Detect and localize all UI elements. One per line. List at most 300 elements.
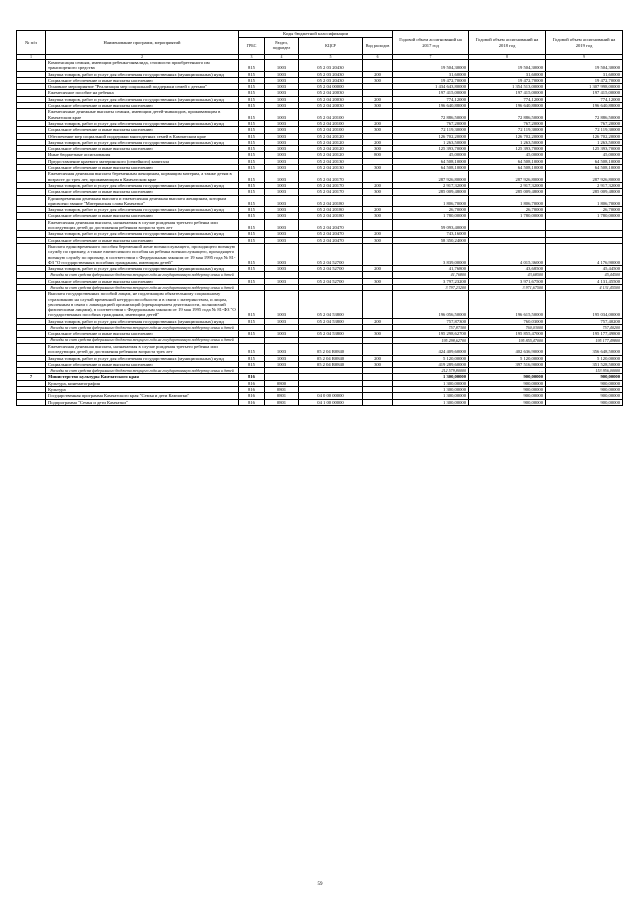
table-row — [17, 165, 623, 171]
table-row — [17, 393, 623, 399]
row-ksr: 05 2 04 20180 — [299, 213, 363, 219]
row-number — [17, 109, 46, 121]
row-vid-raskhodov: 200 — [363, 266, 393, 272]
row-amount-2019: 900,00000 — [546, 380, 623, 386]
row-amount-2018: 195 855,47000 — [469, 337, 546, 343]
row-amount-2017: 1 434 643,80000 — [393, 84, 469, 90]
table-row — [17, 152, 623, 158]
row-name: Государственная программа Камчатского края "Семья и дети Камчатки" — [46, 393, 239, 399]
row-grbs: 815 — [239, 84, 265, 90]
row-amount-2018: 1 354 513,00000 — [469, 84, 546, 90]
row-vid-raskhodov: 200 — [363, 355, 393, 361]
row-amount-2019: 767,20000 — [546, 120, 623, 126]
row-amount-2019: 31,60000 — [546, 71, 623, 77]
table-row — [17, 146, 623, 152]
row-amount-2017: 3 839,00000 — [393, 243, 469, 265]
row-amount-2018: 72 119,30000 — [469, 127, 546, 133]
row-amount-2017: 287 926,80000 — [393, 171, 469, 183]
row-number — [17, 219, 46, 231]
header-vid-raskhodov: Вид расходов — [363, 38, 393, 55]
row-amount-2017: 72 119,30000 — [393, 127, 469, 133]
row-vid-raskhodov: 300 — [363, 165, 393, 171]
row-amount-2018: 64 508,10000 — [469, 158, 546, 164]
table-row — [17, 84, 623, 90]
row-ksr: 05 2 04 20100 — [299, 109, 363, 121]
header-year-2019: Годовой объем ассигнований на 2019 год — [546, 31, 623, 55]
row-grbs: 815 — [239, 182, 265, 188]
row-amount-2018: 197 415,00000 — [469, 90, 546, 96]
row-razdel: 1003 — [265, 361, 299, 367]
row-amount-2017: 1 780,00000 — [393, 213, 469, 219]
row-ksr: 05 2 04 53800 — [299, 291, 363, 318]
row-name: Закупка товаров, работ и услуг для обеспечения государственных (муниципальных) нужд — [46, 120, 239, 126]
header-year-2018: Годовой объем ассигнований на 2018 год — [469, 31, 546, 55]
table-row — [17, 189, 623, 195]
header-year-2017: Годовой объем ассигнований на 2017 год — [393, 31, 469, 55]
row-amount-2018: 760,03000 — [469, 318, 546, 324]
row-grbs: 815 — [239, 361, 265, 367]
row-amount-2017: 31,60000 — [393, 71, 469, 77]
row-amount-2018: 397 516,90000 — [469, 361, 546, 367]
row-amount-2017: 1 300,00000 — [393, 399, 469, 405]
row-name: Закупка товаров, работ и услуг для обеспечения государственных (муниципальных) нужд — [46, 182, 239, 188]
table-row — [17, 109, 623, 121]
row-grbs: 815 — [239, 195, 265, 207]
row-amount-2018: 3 971,67500 — [469, 278, 546, 284]
row-name: Культура — [46, 387, 239, 393]
table-row — [17, 355, 623, 361]
row-name: Ежемесячная денежная выплата беременным женщинам, кормящим матерям, а также детям в возрасте до трех лет, проживающим в Камчатском крае — [46, 171, 239, 183]
page-number: 59 — [317, 882, 323, 887]
row-ksr: 04 1 00 00000 — [299, 399, 363, 405]
row-vid-raskhodov: 300 — [363, 146, 393, 152]
row-ksr: 05 2 04 52700 — [299, 278, 363, 284]
row-amount-2019: 26,70000 — [546, 207, 623, 213]
table-row — [17, 90, 623, 96]
row-amount-2017: 1 806,70000 — [393, 195, 469, 207]
row-name: Выплата единовременного пособия беременной жене военнослужащего, проходящего военную службу по призыву, а также ежемесячного пособия на ребенка военнослужащего, проходящего военную службу по призыву, в соответствии с Федеральным законом от 19 мая 1995 года № 81-ФЗ "О государственных пособиях гражданам, имеющим детей" — [46, 243, 239, 265]
row-razdel: 1003 — [265, 231, 299, 237]
row-grbs: 815 — [239, 355, 265, 361]
row-name: Обеспечение мер социальной поддержки многодетных семей в Камчатском крае — [46, 133, 239, 139]
row-ksr: 05 2 03 20430 — [299, 60, 363, 72]
row-vid-raskhodov: 300 — [363, 127, 393, 133]
row-amount-2019: 45,44500 — [546, 266, 623, 272]
row-amount-2017: 424 409,60000 — [393, 343, 469, 355]
row-amount-2017: 196 640,88000 — [393, 103, 469, 109]
row-name: Социальное обеспечение и иные выплаты населению — [46, 127, 239, 133]
row-name: Компенсация семьям, имеющим ребенка-инвалида, стоимости приобретенного им транспортного средства — [46, 60, 239, 72]
row-ksr: 05 2 04 R0840 — [299, 355, 363, 361]
row-name: Ежемесячная денежная выплата, назначаемая в случае рождения третьего ребенка или последующих детей до достижения ребенком возраста трех лет — [46, 343, 239, 355]
row-name: Расходы за счет средств федерального бюджета текущего года на государственную поддержку семьи и детей — [46, 325, 239, 331]
row-razdel: 1003 — [265, 139, 299, 145]
row-number — [17, 291, 46, 318]
budget-table-sheet — [16, 30, 622, 406]
table-body — [17, 55, 623, 406]
table-row — [17, 120, 623, 126]
header-razdel: Раздел, подраздел — [265, 38, 299, 55]
row-razdel: 1003 — [265, 355, 299, 361]
row-amount-2017: 41,76800 — [393, 266, 469, 272]
row-number — [17, 399, 46, 405]
row-razdel: 1003 — [265, 318, 299, 324]
row-number — [17, 243, 46, 265]
row-name: Социальное обеспечение и иные выплаты населению — [46, 189, 239, 195]
row-name: Социальное обеспечение и иные выплаты населению — [46, 331, 239, 337]
row-amount-2018: 43,68500 — [469, 266, 546, 272]
row-name: Основное мероприятие "Реализация мер социальной поддержки семей с детьми" — [46, 84, 239, 90]
row-grbs: 815 — [239, 278, 265, 284]
row-razdel: 1003 — [265, 331, 299, 337]
table-row — [17, 103, 623, 109]
table-row — [17, 127, 623, 133]
row-name: Социальное обеспечение и иные выплаты населению — [46, 77, 239, 83]
row-amount-2018: 774,12000 — [469, 96, 546, 102]
row-grbs: 815 — [239, 60, 265, 72]
row-name: Социальное обеспечение и иные выплаты населению — [46, 278, 239, 284]
row-amount-2018: 72 886,50000 — [469, 109, 546, 121]
row-vid-raskhodov: 200 — [363, 96, 393, 102]
row-name: Социальное обеспечение и иные выплаты населению — [46, 165, 239, 171]
row-number: 7 — [17, 374, 46, 380]
row-vid-raskhodov — [363, 219, 393, 231]
row-grbs: 815 — [239, 231, 265, 237]
row-amount-2019: 45,00000 — [546, 152, 623, 158]
row-grbs: 815 — [239, 90, 265, 96]
row-grbs: 815 — [239, 331, 265, 337]
table-row — [17, 207, 623, 213]
row-grbs: 816 — [239, 380, 265, 386]
row-amount-2019: 4 131,45500 — [546, 278, 623, 284]
row-vid-raskhodov: 300 — [363, 331, 393, 337]
row-grbs: 815 — [239, 171, 265, 183]
row-name: Социальное обеспечение и иные выплаты населению — [46, 103, 239, 109]
row-amount-2019: 196 640,88000 — [546, 103, 623, 109]
row-amount-2017: 197 415,00000 — [393, 90, 469, 96]
row-ksr: 05 2 04 20180 — [299, 195, 363, 207]
row-amount-2018: 125 393,70000 — [469, 146, 546, 152]
row-name: Культура, кинематография — [46, 380, 239, 386]
row-amount-2018: 43,68500 — [469, 272, 546, 278]
row-amount-2019: 64 508,10000 — [546, 165, 623, 171]
column-index: 5 — [299, 55, 363, 60]
row-ksr: 05 2 04 20030 — [299, 103, 363, 109]
row-amount-2019: 1 806,70000 — [546, 195, 623, 207]
row-amount-2019: 2 917,32000 — [546, 182, 623, 188]
header-codes-group: Коды бюджетной классификации — [239, 31, 393, 38]
table-row — [17, 291, 623, 318]
row-grbs: 816 — [239, 387, 265, 393]
row-name: Расходы за счет средств федерального бюджета текущего года на государственную поддержку семьи и детей — [46, 272, 239, 278]
row-grbs: 815 — [239, 120, 265, 126]
row-ksr: 05 2 04 53800 — [299, 318, 363, 324]
row-vid-raskhodov: 300 — [363, 189, 393, 195]
row-amount-2017: 64 508,10000 — [393, 158, 469, 164]
row-razdel: 1003 — [265, 266, 299, 272]
row-grbs: 816 — [239, 399, 265, 405]
row-razdel: 1003 — [265, 158, 299, 164]
row-razdel: 1003 — [265, 343, 299, 355]
row-vid-raskhodov: 200 — [363, 182, 393, 188]
table-row — [17, 96, 623, 102]
row-grbs: 815 — [239, 318, 265, 324]
row-amount-2018: 2 917,32000 — [469, 182, 546, 188]
row-amount-2018: 900,00000 — [469, 374, 546, 380]
row-grbs: 816 — [239, 393, 265, 399]
row-amount-2018: 4 015,36000 — [469, 243, 546, 265]
row-vid-raskhodov — [363, 291, 393, 318]
row-vid-raskhodov — [363, 343, 393, 355]
row-amount-2017: 1 263,50000 — [393, 139, 469, 145]
row-amount-2017: 126 702,20000 — [393, 133, 469, 139]
row-name: Закупка товаров, работ и услуг для обеспечения государственных (муниципальных) нужд — [46, 96, 239, 102]
row-grbs: 815 — [239, 152, 265, 158]
row-vid-raskhodov: 300 — [363, 361, 393, 367]
row-amount-2019: 72 119,30000 — [546, 127, 623, 133]
row-amount-2017: 41,76800 — [393, 272, 469, 278]
row-amount-2018: 1 806,70000 — [469, 195, 546, 207]
row-ksr: 05 2 04 20170 — [299, 189, 363, 195]
table-row — [17, 278, 623, 284]
table-row — [17, 266, 623, 272]
row-vid-raskhodov — [363, 171, 393, 183]
row-amount-2017: 419 289,60000 — [393, 361, 469, 367]
table-row — [17, 243, 623, 265]
row-amount-2019: 195 177,49800 — [546, 331, 623, 337]
row-amount-2019: 900,00000 — [546, 374, 623, 380]
row-name: Предоставление краевого материнского (семейного) капитала — [46, 158, 239, 164]
row-ksr: 05 2 04 53800 — [299, 331, 363, 337]
row-amount-2017: 774,12000 — [393, 96, 469, 102]
budget-table — [16, 30, 623, 406]
row-razdel: 1003 — [265, 120, 299, 126]
column-index: 8 — [469, 55, 546, 60]
row-razdel: 0801 — [265, 393, 299, 399]
row-amount-2018: 195 855,47000 — [469, 331, 546, 337]
row-amount-2017: 26,70000 — [393, 207, 469, 213]
row-amount-2018: 196 640,88000 — [469, 103, 546, 109]
row-name: Социальное обеспечение и иные выплаты населению — [46, 213, 239, 219]
row-ksr: 05 2 04 52700 — [299, 243, 363, 265]
table-row — [17, 195, 623, 207]
row-name: Закупка товаров, работ и услуг для обеспечения государственных (муниципальных) нужд — [46, 318, 239, 324]
row-ksr: 05 2 03 20430 — [299, 77, 363, 83]
row-vid-raskhodov: 200 — [363, 318, 393, 324]
row-vid-raskhodov: 300 — [363, 77, 393, 83]
row-grbs: 816 — [239, 374, 265, 380]
row-ksr: 05 2 04 20120 — [299, 133, 363, 139]
row-name: Закупка товаров, работ и услуг для обеспечения государственных (муниципальных) нужд — [46, 139, 239, 145]
row-amount-2017: 1 300,00000 — [393, 393, 469, 399]
row-amount-2018: 19 504,30000 — [469, 60, 546, 72]
row-ksr: 05 2 04 20030 — [299, 90, 363, 96]
row-ksr: 05 2 04 20130 — [299, 165, 363, 171]
row-grbs: 815 — [239, 219, 265, 231]
row-amount-2018: 26,70000 — [469, 207, 546, 213]
row-number — [17, 195, 46, 207]
row-amount-2019: 45,44500 — [546, 272, 623, 278]
row-razdel: 0800 — [265, 380, 299, 386]
row-grbs: 815 — [239, 127, 265, 133]
row-name: Закупка товаров, работ и услуг для обеспечения государственных (муниципальных) нужд — [46, 266, 239, 272]
row-name: Подпрограмма "Семья и дети Камчатки" — [46, 399, 239, 405]
row-ksr: 05 2 04 20130 — [299, 158, 363, 164]
row-number — [17, 343, 46, 355]
row-razdel: 1003 — [265, 90, 299, 96]
row-razdel: 1003 — [265, 152, 299, 158]
row-amount-2017: 2 917,32000 — [393, 182, 469, 188]
row-amount-2018: 5 120,00000 — [469, 355, 546, 361]
row-name: Ежемесячное пособие на ребенка — [46, 90, 239, 96]
row-name: Социальное обеспечение и иные выплаты населению — [46, 361, 239, 367]
row-vid-raskhodov: 300 — [363, 213, 393, 219]
table-row — [17, 361, 623, 367]
column-index: 6 — [363, 55, 393, 60]
row-amount-2017: 196 056,50000 — [393, 291, 469, 318]
table-row — [17, 318, 623, 324]
row-vid-raskhodov — [363, 399, 393, 405]
row-number — [17, 60, 46, 72]
row-ksr: 05 2 04 20170 — [299, 182, 363, 188]
row-razdel: 1003 — [265, 96, 299, 102]
row-ksr: 05 2 04 20030 — [299, 96, 363, 102]
row-name: Выплата государственных пособий лицам, не подлежащим обязательному социальному страхованию на случай временной нетрудоспособности и в связи с материнством, и лицам, уволенным в связи с ликвидацией организаций (прекращением деятельности, полномочий физическими лицами), в соответствии с Федеральным законом от 19 мая 1995 года № 81-ФЗ "О государственных пособиях гражданам, имеющим детей" — [46, 291, 239, 318]
row-grbs: 815 — [239, 96, 265, 102]
row-amount-2019: 1 307 998,00000 — [546, 84, 623, 90]
row-grbs: 815 — [239, 291, 265, 318]
row-amount-2019: 19 504,30000 — [546, 60, 623, 72]
row-amount-2018: 196 615,50000 — [469, 291, 546, 318]
row-vid-raskhodov — [363, 195, 393, 207]
row-amount-2017: 757,87300 — [393, 325, 469, 331]
row-name: Закупка товаров, работ и услуг для обеспечения государственных (муниципальных) нужд — [46, 231, 239, 237]
row-amount-2017: 3 797,23200 — [393, 278, 469, 284]
row-vid-raskhodov: 200 — [363, 71, 393, 77]
row-ksr: 05 2 04 20120 — [299, 146, 363, 152]
row-amount-2017: 767,20000 — [393, 120, 469, 126]
row-amount-2019: 64 508,10000 — [546, 158, 623, 164]
row-amount-2018: 900,00000 — [469, 387, 546, 393]
row-grbs: 815 — [239, 165, 265, 171]
row-vid-raskhodov: 300 — [363, 237, 393, 243]
row-amount-2018: 1 780,00000 — [469, 213, 546, 219]
table-row — [17, 331, 623, 337]
row-razdel: 1003 — [265, 171, 299, 183]
row-razdel: 1003 — [265, 165, 299, 171]
row-ksr: 05 2 04 00000 — [299, 84, 363, 90]
row-amount-2019: 757,40200 — [546, 325, 623, 331]
row-amount-2019: 5 120,00000 — [546, 355, 623, 361]
table-row — [17, 60, 623, 72]
row-amount-2017: 58 350,24000 — [393, 237, 469, 243]
header-ksr: КЦСР — [299, 38, 363, 55]
row-name: Ежемесячная денежная выплата, назначаемая в случае рождения третьего ребенка или последующих детей до достижения ребенком возраста трех лет — [46, 219, 239, 231]
row-razdel: 1003 — [265, 291, 299, 318]
row-name: Расходы за счет средств федерального бюджета текущего года на государственную поддержку семьи и детей — [46, 337, 239, 343]
row-ksr: 05 2 04 20120 — [299, 139, 363, 145]
column-index: 3 — [239, 55, 265, 60]
row-amount-2019: 72 886,50000 — [546, 109, 623, 121]
row-grbs: 815 — [239, 158, 265, 164]
row-razdel: 1003 — [265, 77, 299, 83]
row-razdel: 1003 — [265, 133, 299, 139]
row-vid-raskhodov: 200 — [363, 139, 393, 145]
row-vid-raskhodov: 200 — [363, 207, 393, 213]
table-row — [17, 158, 623, 164]
row-name: Закупка товаров, работ и услуг для обеспечения государственных (муниципальных) нужд — [46, 355, 239, 361]
row-amount-2019: 4 176,90000 — [546, 243, 623, 265]
row-name: Единовременная денежная выплата и ежемесячная денежная выплата женщинам, которым присвоено звание "Материнская слава Камчатки" — [46, 195, 239, 207]
row-razdel: 1003 — [265, 182, 299, 188]
row-razdel: 0801 — [265, 387, 299, 393]
row-ksr: 05 2 04 R0840 — [299, 361, 363, 367]
row-amount-2017: 5 120,00000 — [393, 355, 469, 361]
row-amount-2019: 153 956,00000 — [546, 368, 623, 374]
row-razdel: 1003 — [265, 60, 299, 72]
row-amount-2019: 774,12000 — [546, 96, 623, 102]
row-grbs: 815 — [239, 109, 265, 121]
column-index: 7 — [393, 55, 469, 60]
row-ksr: 05 2 04 20170 — [299, 171, 363, 183]
row-amount-2019: 287 926,80000 — [546, 171, 623, 183]
row-razdel: 1003 — [265, 278, 299, 284]
table-row — [17, 71, 623, 77]
row-vid-raskhodov — [363, 243, 393, 265]
row-amount-2017: 757,87300 — [393, 318, 469, 324]
row-ksr: 05 2 04 20180 — [299, 207, 363, 213]
row-razdel: 1003 — [265, 195, 299, 207]
row-vid-raskhodov: 200 — [363, 231, 393, 237]
row-grbs: 815 — [239, 146, 265, 152]
row-grbs: 815 — [239, 139, 265, 145]
column-index: 2 — [46, 55, 239, 60]
row-amount-2017: 1 300,00000 — [393, 380, 469, 386]
table-row — [17, 213, 623, 219]
table-header — [17, 31, 623, 55]
row-razdel: 1003 — [265, 207, 299, 213]
row-ksr: 05 2 04 20120 — [299, 152, 363, 158]
row-grbs: 815 — [239, 237, 265, 243]
row-razdel: 0801 — [265, 399, 299, 405]
row-vid-raskhodov: 300 — [363, 103, 393, 109]
row-number — [17, 171, 46, 183]
row-vid-raskhodov: 800 — [363, 152, 393, 158]
row-amount-2017: 285 009,48000 — [393, 189, 469, 195]
row-amount-2017: 743,16000 — [393, 231, 469, 237]
table-row — [17, 399, 623, 405]
row-razdel: 1003 — [265, 109, 299, 121]
row-razdel: 1003 — [265, 71, 299, 77]
row-amount-2018: 19 472,70000 — [469, 77, 546, 83]
table-row — [17, 343, 623, 355]
row-amount-2018: 900,00000 — [469, 399, 546, 405]
row-amount-2018: 1 263,50000 — [469, 139, 546, 145]
row-grbs: 815 — [239, 343, 265, 355]
row-amount-2019: 900,00000 — [546, 393, 623, 399]
row-amount-2018: 126 702,20000 — [469, 133, 546, 139]
row-amount-2017: 125 393,70000 — [393, 146, 469, 152]
row-amount-2018: … — [469, 368, 546, 374]
row-name: Министерство культуры Камчатского края — [46, 374, 239, 380]
row-grbs: 815 — [239, 133, 265, 139]
row-amount-2018: 45,00000 — [469, 152, 546, 158]
row-grbs: 815 — [239, 207, 265, 213]
row-ksr: 05 2 04 20100 — [299, 120, 363, 126]
row-name: Социальное обеспечение и иные выплаты населению — [46, 237, 239, 243]
row-amount-2018: 64 508,10000 — [469, 165, 546, 171]
row-amount-2018: 402 636,90000 — [469, 343, 546, 355]
